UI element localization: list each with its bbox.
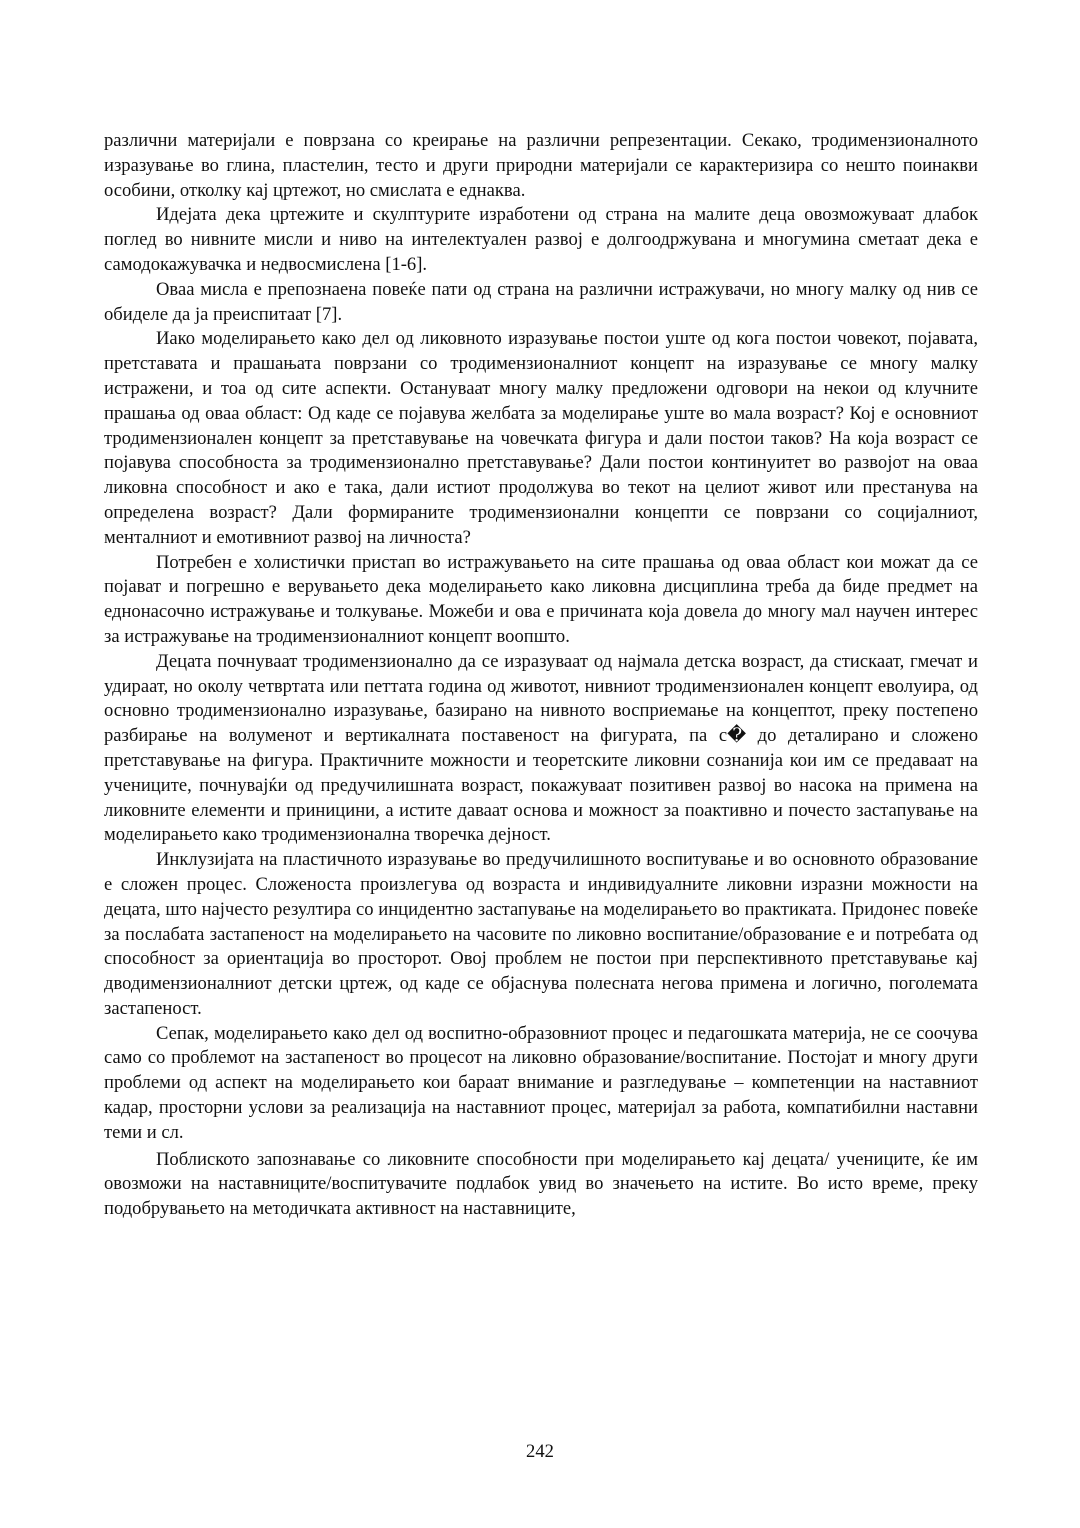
paragraph-7: Инклузијата на пластичното изразување во предучилишното воспитување и во основното образование е сложен процес. Сложеноста произлегува од возраста и индивидуалните ликовни изразни можности на децата, што најчесто резултира со инцидентно застапување на моделирањето во практиката. Придонес повеќе за послабата застапеност на моделирањето на часовите по ликовно воспитание/образование е и потребата од способност за ориентација во просторот. Овој проблем не постои при перспективното претставување кај дводимензионалниот детски цртеж, од каде се објаснува полесната негова примена и логично, поголемата застапеност.	[104, 849, 978, 1019]
paragraph-2: Идејата дека цртежите и скулптурите изработени од страна на малите деца овозможуваат длабок поглед во нивните мисли и ниво на интелектуален развој е долгоодржувана и многумина сметаат дека е самодокажувачка и недвосмислена [1-6].	[104, 204, 978, 275]
page-body	[104, 129, 978, 1222]
paragraph-4: Иако моделирањето како дел од ликовното изразување постои уште од кога постои човекот, појавата, претставата и прашањата поврзани со тродимензионалниот концепт на изразување се многу малку истражени, и тоа од сите аспекти. Остануваат многу малку предложени одговори на некои од клучните прашања од оваа област: Од каде се појавува желбата за моделирање уште во мала возраст? Кој е основниот тродимензионален концепт за претставување на човечката фигура и дали постои таков? На која возраст се појавува способноста за тродимензионално претставување? Дали постои континуитет во развојот на оваа ликовна способност и ако е така, дали истиот продолжува во текот на целиот живот или престанува на определена возраст? Дали формираните тродимензионални концепти се поврзани со социјалниот, менталниот и емотивниот развој на личноста?	[104, 328, 978, 548]
paragraph-1: различни материјали е поврзана со креирање на различни репрезентации. Секако, тродимензионалното изразување во глина, пластелин, тесто и други природни материјали се карактеризира со нешто поинакви особини, отколку кај цртежот, но смислата е еднаква.	[104, 130, 978, 201]
page-number: 242	[526, 1441, 554, 1462]
paragraph-3: Оваа мисла е препознаена повеќе пати од страна на различни истражувачи, но многу малку од нив се обиделе да ја преиспитаат [7].	[104, 278, 978, 325]
paragraph-8: Сепак, моделирањето како дел од воспитно-образовниот процес и педагошката материја, не се соочува само со проблемот на застапеност во процесот на ликовно образование/воспитание. Постојат и многу други проблеми од аспект на моделирањето кои бараат внимание и разгледување – компетенции на наставниот кадар, просторни услови за реализација на наставниот процес, материјал за работа, компатибилни наставни теми и сл.	[104, 1022, 978, 1143]
paragraph-6: Децата почнуваат тродимензионално да се изразуваат од најмала детска возраст, да стискаат, гмечат и удираат, но околу четвртата или петтата година од животот, нивниот тродимензионален концепт еволуира, од основно тродимензионално изразување, базирано на нивното восприемање на концептот, преку постепено разбирање на волуменот и вертикалната поставеност на фигурата, па с� до деталирано и сложено претставување на фигура. Практичните можности и теоретските ликовни сознанија кои им се предаваат на учениците, почнувајќи од предучилишната возраст, покажуваат позитивен развој во насока на примена на ликовните елементи и приницини, а истите даваат основа и можност за поактивно и почесто застапување на моделирањето како тродимензионална творечка дејност.	[104, 650, 978, 846]
paragraph-9: Поблиското запознавање со ликовните способности при моделирањето кај децата/ учениците, ќе им овозможи на наставниците/воспитувачите подлабок увид во значењето на истите. Во исто време, преку подобрувањето на методичката активност на наставниците,	[104, 1148, 978, 1220]
paragraph-5: Потребен е холистички пристап во истражувањето на сите прашања од оваа област кои можат да се појават и погрешно е верувањето дека моделирањето како ликовна дисциплина треба да биде предмет на еднонасочно истражување и толкување. Можеби и ова е причината која довела до многу мал научен интерес за истражување на тродимензионалниот концепт воопшто.	[104, 551, 978, 647]
